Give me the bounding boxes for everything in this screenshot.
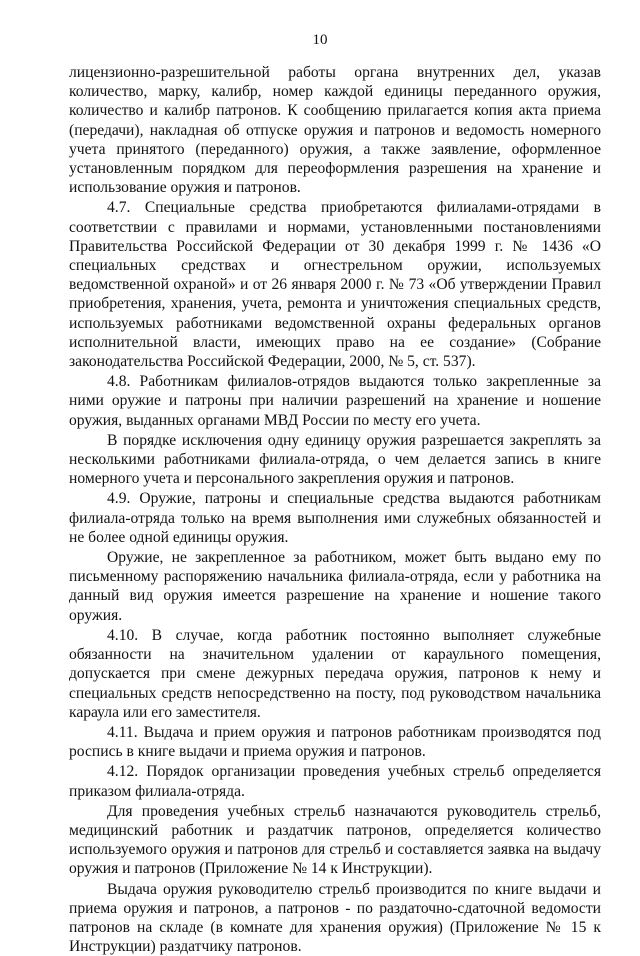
paragraph-4-12-weapon-issue: Выдача оружия руководителю стрельб производится по книге выдачи и приема оружия и патронов, а патронов - по раздаточно-сдаточной ведомости патронов на складе (в комнате для хранения оружия) (Приложение № 15 к Инструкции) раздатчику патронов. [69, 880, 601, 956]
paragraph-4-8: 4.8. Работникам филиалов-отрядов выдаются только закрепленные за ними оружие и патроны при наличии разрешений на хранение и ношение оружия, выданных органами МВД России по месту его учета. [69, 373, 601, 429]
paragraph-4-12: 4.12. Порядок организации проведения учебных стрельб определяется приказом филиала-отряда. [69, 763, 601, 800]
document-body [69, 63, 601, 956]
paragraph-4-12-training-shooting: Для проведения учебных стрельб назначаются руководитель стрельб, медицинский работник и раздатчик патронов, определяется количество используемого оружия и патронов для стрельб и составляется заявка на выдачу оружия и патронов (Приложение № 14 к Инструкции). [69, 802, 601, 878]
paragraph-4-10: 4.10. В случае, когда работник постоянно выполняет служебные обязанности на значительном удалении от караульного помещения, допускается при смене дежурных передача оружия, патронов к нему и специальных средств непосредственно на посту, под руководством начальника караула или его заместителя. [69, 626, 601, 721]
paragraph-4-9-unassigned-weapon: Оружие, не закрепленное за работником, может быть выдано ему по письменному распоряжению начальника филиала-отряда, если у работника на данный вид оружия имеется разрешение на хранение и ношение такого оружия. [69, 549, 601, 624]
paragraph-4-9: 4.9. Оружие, патроны и специальные средства выдаются работникам филиала-отряда только на время выполнения ими служебных обязанностей и не более одной единицы оружия. [69, 490, 601, 546]
paragraph-4-7: 4.7. Специальные средства приобретаются филиалами-отрядами в соответствии с правилами и нормами, установленными постановлениями Правительства Российской Федерации от 30 декабря 1999 г. № 1436 «О специальных средствах и огнестрельном оружии, используемых ведомственной охраной» и от 26 января 2000 г. № 73 «Об утверждении Правил приобретения, хранения, учета, ремонта и уничтожения специальных средств, используемых работниками ведомственной охраны федеральных органов исполнительной власти, имеющих право на ее создание» (Собрание законодательства Российской Федерации, 2000, № 5, ст. 537). [69, 199, 601, 371]
paragraph-4-8-exception: В порядке исключения одну единицу оружия разрешается закреплять за несколькими работниками филиала-отряда, о чем делается запись в книге номерного учета и персонального закрепления оружия и патронов. [69, 431, 601, 488]
paragraph-4-11: 4.11. Выдача и прием оружия и патронов работникам производятся под роспись в книге выдачи и приема оружия и патронов. [69, 723, 601, 761]
page-number: 10 [312, 32, 328, 48]
paragraph-continuation: лицензионно-разрешительной работы органа внутренних дел, указав количество, марку, калибр, номер каждой единицы переданного оружия, количество и калибр патронов. К сообщению прилагается копия акта приема (передачи), накладная об отпуске оружия и патронов и ведомость номерного учета принятого (переданного) оружия, а также заявление, оформленное установленным порядком для переоформления разрешения на хранение и использование оружия и патронов. [69, 64, 601, 197]
